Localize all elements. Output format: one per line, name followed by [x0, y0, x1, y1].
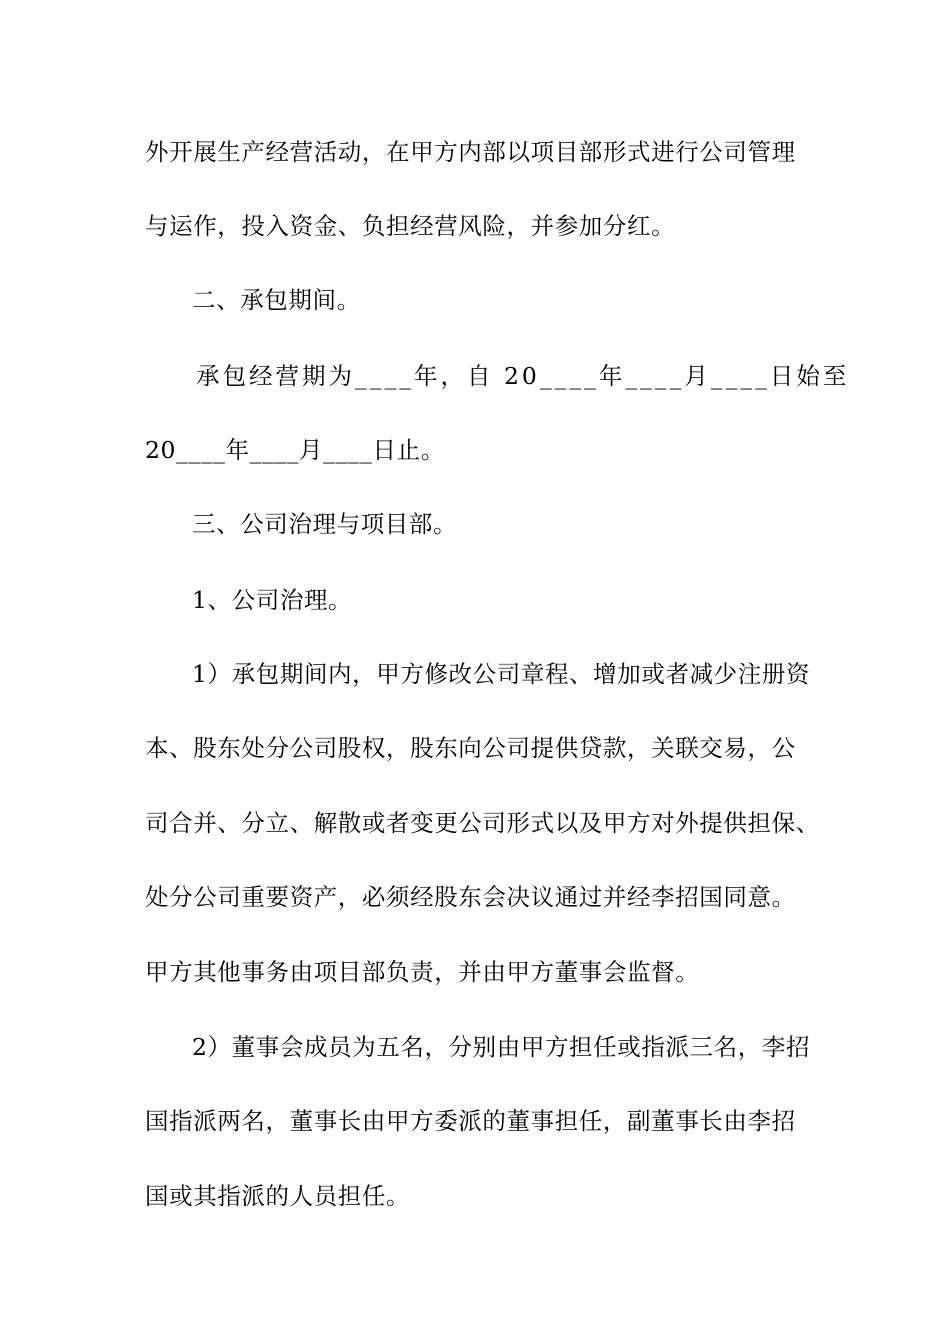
paragraph-line: 20____年____月____日止。 — [145, 436, 445, 464]
paragraph-line: 国指派两名，董事长由甲方委派的董事担任，副董事长由李招 — [145, 1107, 796, 1135]
paragraph-line: 外开展生产经营活动，在甲方内部以项目部形式进行公司管理 — [145, 138, 796, 166]
paragraph-line: 与运作，投入资金、负担经营风险，并参加分红。 — [145, 212, 676, 240]
paragraph-line: 甲方其他事务由项目部负责，并由甲方董事会监督。 — [145, 958, 700, 986]
section-heading: 三、公司治理与项目部。 — [192, 510, 458, 538]
paragraph-line: 本、股东处分公司股权，股东向公司提供贷款，关联交易，公 — [145, 734, 796, 762]
section-heading: 二、承包期间。 — [192, 286, 361, 314]
paragraph-line: 处分公司重要资产，必须经股东会决议通过并经李招国同意。 — [145, 883, 796, 911]
paragraph-line: 承包经营期为____年，自 20____年____月____日始至 — [196, 362, 850, 390]
subsection-heading: 1、公司治理。 — [192, 586, 353, 614]
paragraph-line: 1）承包期间内，甲方修改公司章程、增加或者减少注册资 — [192, 660, 811, 688]
paragraph-line: 国或其指派的人员担任。 — [145, 1182, 411, 1210]
paragraph-line: 司合并、分立、解散或者变更公司形式以及甲方对外提供担保、 — [145, 809, 820, 837]
paragraph-line: 2）董事会成员为五名，分别由甲方担任或指派三名，李招 — [192, 1033, 811, 1061]
